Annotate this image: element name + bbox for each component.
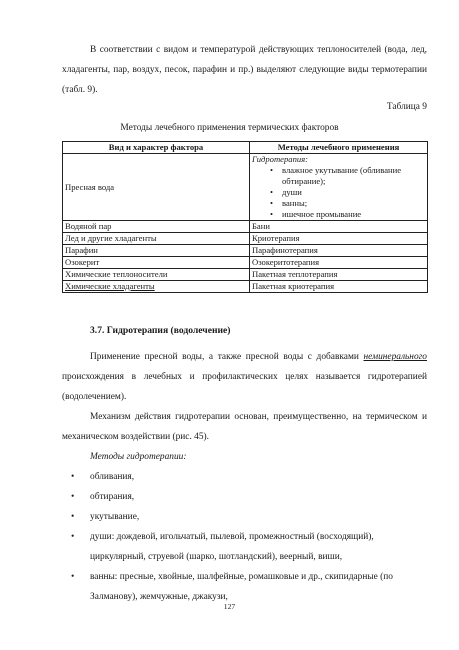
list-item-text: обливания, xyxy=(90,472,135,482)
definition-text-end: происхождения в лечебных и профилактических целях называется гидротерапией (водолечением). xyxy=(62,372,427,402)
mechanism-paragraph: Механизм действия гидротерапии основан, преимущественно, на термическом и механическом воздействии (рис. 45). xyxy=(62,412,427,442)
cell-factor: Парафин xyxy=(63,245,250,257)
header-factor: Вид и характер фактора xyxy=(63,142,250,154)
table-caption: Методы лечебного применения термических факторов xyxy=(120,123,339,133)
cell-methods xyxy=(250,154,428,221)
table-label: Таблица 9 xyxy=(386,102,427,112)
header-methods: Методы лечебного применения xyxy=(250,142,428,154)
thermal-factors-table xyxy=(62,141,428,293)
list-item: • обтирания, xyxy=(71,492,135,502)
cell-factor: Пресная вода xyxy=(63,154,250,221)
intro-paragraph: В соответствии с видом и температурой действующих теплоносителей (вода, лед, хладагенты, пар, воздух, песок, парафин и пр.) выделяют следующие виды термотерапии (табл. 9). xyxy=(62,45,427,95)
cell-factor: Химические теплоносители xyxy=(63,269,250,281)
method-item: • влажное укутывание (обливание обтирание); xyxy=(270,165,425,187)
method-item: • души xyxy=(270,187,425,198)
table-row xyxy=(63,257,428,269)
method-item: • ишечное промывание xyxy=(270,209,425,220)
hydrotherapy-definition xyxy=(62,347,427,407)
cell-factor: Химические хладагенты xyxy=(63,281,250,293)
cell-factor: Водяной пар xyxy=(63,221,250,233)
cell-factor: Лед и другие хладагенты xyxy=(63,233,250,245)
table-row xyxy=(63,154,428,221)
section-heading: 3.7. Гидротерапия (водолечение) xyxy=(90,325,231,336)
cell-method: Криотерапия xyxy=(250,233,428,245)
methods-label: Методы гидротерапии: xyxy=(90,452,187,462)
table-row xyxy=(63,281,428,293)
method-list xyxy=(252,165,425,220)
list-item: • обливания, xyxy=(71,472,135,482)
methods-list xyxy=(62,467,427,607)
cell-method: Пакетная криотерапия xyxy=(250,281,428,293)
definition-emphasis: неминерального xyxy=(363,352,427,362)
table-row xyxy=(63,233,428,245)
cell-method: Бани xyxy=(250,221,428,233)
list-item: • ванны: пресные, хвойные, шалфейные, ромашковые и др., скипидарные (по Залманову), жемчужные, джакузи, xyxy=(71,572,393,602)
table-row xyxy=(63,269,428,281)
cell-method: Озокеритотерапия xyxy=(250,257,428,269)
cell-method: Парафинотерапия xyxy=(250,245,428,257)
list-item: • души: дождевой, игольчатый, пылевой, промежностный (восходящий), циркулярный, струевой (шарко, шотландский), веерный, виши, xyxy=(71,532,374,562)
page-number: 127 xyxy=(223,602,236,611)
cell-factor: Озокерит xyxy=(63,257,250,269)
list-item: • укутывание, xyxy=(71,512,140,522)
method-title: Гидротерапия: xyxy=(252,154,309,164)
cell-method: Пакетная теплотерапия xyxy=(250,269,428,281)
list-item-text: обтирания, xyxy=(90,492,135,502)
table-row xyxy=(63,245,428,257)
table-header-row xyxy=(63,142,428,154)
list-item-text: укутывание, xyxy=(90,512,140,522)
definition-text-start: Применение пресной воды, а также пресной воды с добавками xyxy=(90,352,364,362)
list-item-text: ванны: пресные, хвойные, шалфейные, ромашковые и др., скипидарные (по Залманову), жемчужные, джакузи, xyxy=(90,572,393,602)
list-item-text: души: дождевой, игольчатый, пылевой, промежностный (восходящий), циркулярный, струевой (шарко, шотландский), веерный, виши, xyxy=(90,532,374,562)
table-row xyxy=(63,221,428,233)
method-item: • ванны; xyxy=(270,198,425,209)
